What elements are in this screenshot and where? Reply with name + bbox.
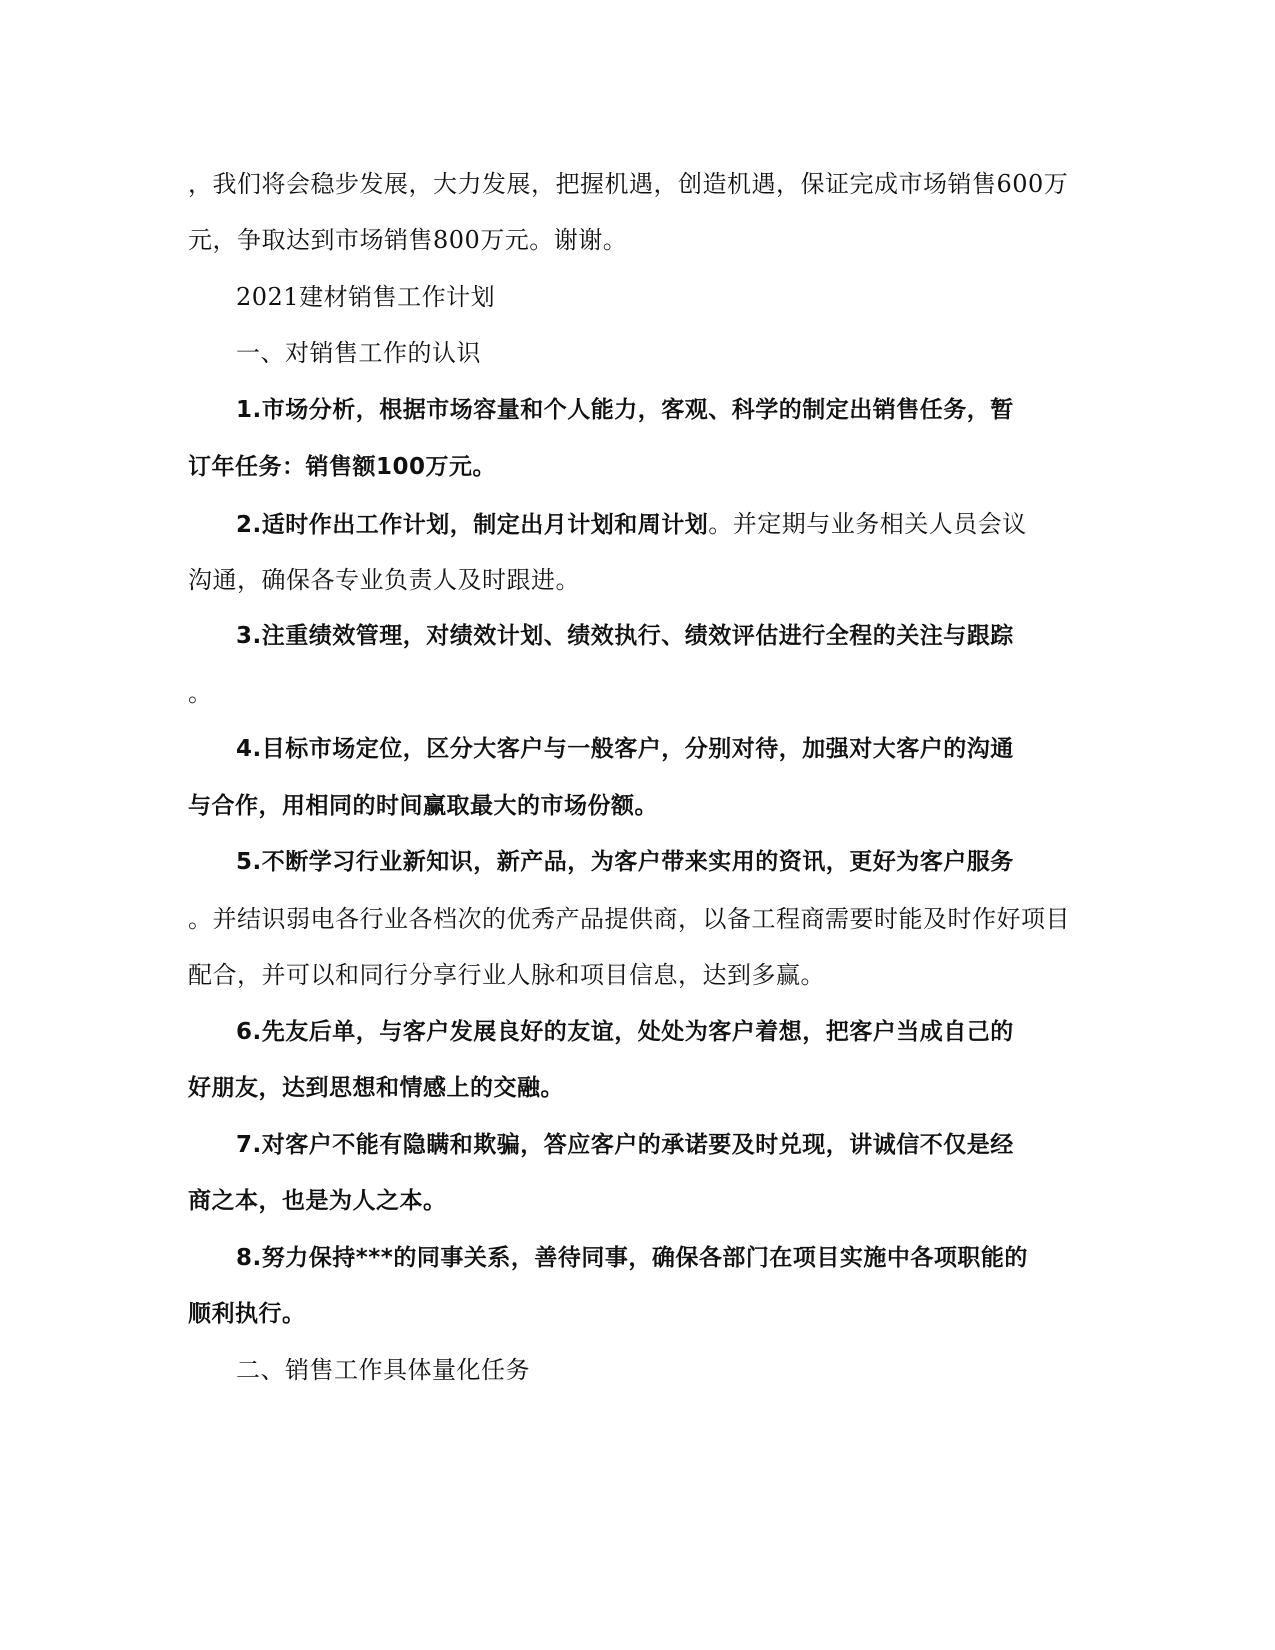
list-item-continuation: 。并结识弱电各行业各档次的优秀产品提供商，以备工程商需要时能及时作好项目 [188,905,1070,933]
list-item: 7.对客户不能有隐瞒和欺骗，答应客户的承诺要及时兑现，讲诚信不仅是经 [236,1132,1014,1158]
list-item: 3.注重绩效管理，对绩效计划、绩效执行、绩效评估进行全程的关注与跟踪 [236,623,1014,649]
list-item-text: 。并定期与业务相关人员会议 [708,510,1027,538]
list-item-continuation: 顺利执行。 [188,1301,306,1327]
list-item-continuation: 订年任务：销售额100万元。 [188,454,497,480]
list-item: 6.先友后单，与客户发展良好的友谊，处处为客户着想，把客户当成自己的 [236,1019,1014,1045]
list-item-continuation: 。 [188,679,213,707]
list-item-continuation: 配合，并可以和同行分享行业人脉和项目信息，达到多赢。 [188,961,825,989]
list-item-continuation: 好朋友，达到思想和情感上的交融。 [188,1075,564,1101]
list-item: 1.市场分析，根据市场容量和个人能力，客观、科学的制定出销售任务，暂 [236,397,1014,423]
list-item-continuation: 沟通，确保各专业负责人及时跟进。 [188,566,580,594]
list-item [236,508,1027,541]
list-item: 8.努力保持***的同事关系，善待同事，确保各部门在项目实施中各项职能的 [236,1245,1028,1271]
paragraph-line: ，我们将会稳步发展，大力发展，把握机遇，创造机遇，保证完成市场销售600万 [188,170,1069,198]
list-item-bold-text: 2.适时作出工作计划，制定出月计划和周计划 [236,512,709,538]
section-heading: 二、销售工作具体量化任务 [236,1356,530,1384]
list-item-continuation: 与合作，用相同的时间赢取最大的市场份额。 [188,793,658,819]
list-item-continuation: 商之本，也是为人之本。 [188,1188,447,1214]
document-title: 2021建材销售工作计划 [236,283,496,311]
paragraph-line: 元，争取达到市场销售800万元。谢谢。 [188,226,628,254]
list-item: 4.目标市场定位，区分大客户与一般客户，分别对待，加强对大客户的沟通 [236,736,1014,762]
section-heading: 一、对销售工作的认识 [236,339,481,367]
list-item: 5.不断学习行业新知识，新产品，为客户带来实用的资讯，更好为客户服务 [236,849,1014,875]
